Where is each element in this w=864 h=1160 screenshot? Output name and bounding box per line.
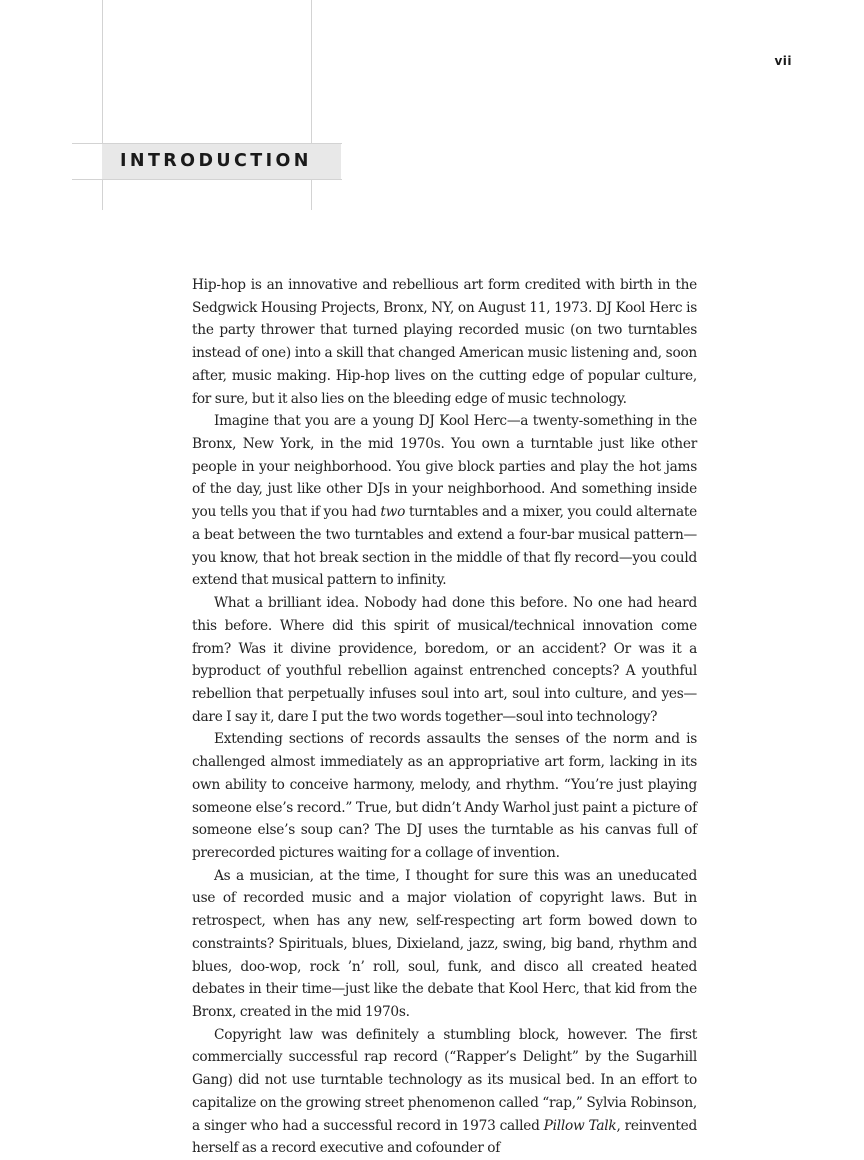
paragraph bbox=[192, 1024, 697, 1160]
heading-rule-top bbox=[72, 143, 342, 144]
body-text bbox=[192, 274, 697, 1160]
text-run: Extending sections of records assaults the senses of the norm and is challenged almost immediately as an appropriative art form, lacking in its own ability to conceive harmony, melody, and rhythm. “You’re just playing someone else’s record.” True, but didn’t Andy Warhol just paint a picture of someone else’s soup can? The DJ uses the turntable as his canvas full of prerecorded pictures waiting for a collage of invention. bbox=[192, 731, 697, 861]
chapter-title: INTRODUCTION bbox=[120, 151, 312, 171]
page-number: vii bbox=[774, 54, 792, 68]
paragraph bbox=[192, 728, 697, 864]
italic-text-run: two bbox=[380, 504, 406, 521]
text-run: Hip-hop is an innovative and rebellious art form credited with birth in the Sedgwick Housing Projects, Bronx, NY, on August 11, 1973. DJ Kool Herc is the party thrower that turned playing recorded music (on two turntables instead of one) into a skill that changed American music listening and, soon after, music making. Hip-hop lives on the cutting edge of popular culture, for sure, but it also lies on the bleeding edge of music technology. bbox=[192, 277, 697, 407]
text-run: , reinvented herself as a record executive and cofounder of bbox=[192, 1117, 697, 1157]
italic-text-run: Pillow Talk bbox=[543, 1117, 617, 1134]
text-run: Copyright law was definitely a stumbling block, however. The first commercially successful rap record (“Rapper’s Delight” by the Sugarhill Gang) did not use turntable technology as its musical bed. In an effort to capitalize on the growing street phenomenon called “rap,” Sylvia Robinson, a singer who had a successful record in 1973 called bbox=[192, 1026, 697, 1134]
heading-rule-bottom bbox=[72, 179, 342, 180]
paragraph bbox=[192, 865, 697, 1024]
text-run: Imagine that you are a young DJ Kool Herc—a twenty-something in the Bronx, New York, in the mid 1970s. You own a turntable just like other people in your neighborhood. You give block parties and play the hot jams of the day, just like other DJs in your neighborhood. And something inside you tells you that if you had bbox=[192, 413, 697, 521]
text-run: What a brilliant idea. Nobody had done this before. No one had heard this before. Where did this spirit of musical/technical innovation come from? Was it divine providence, boredom, or an accident? Or was it a byproduct of youthful rebellion against entrenched concepts? A youthful rebellion that perpetually infuses soul into art, soul into culture, and yes—dare I say it, dare I put the two words together—soul into technology? bbox=[192, 595, 697, 725]
paragraph bbox=[192, 410, 697, 592]
paragraph bbox=[192, 592, 697, 728]
paragraph bbox=[192, 274, 697, 410]
text-run: turntables and a mixer, you could alternate a beat between the two turntables and extend a four-bar musical pattern—you know, that hot break section in the middle of that fly record—you could extend that musical pattern to infinity. bbox=[192, 504, 697, 589]
text-run: As a musician, at the time, I thought for sure this was an uneducated use of recorded music and a major violation of copyright laws. But in retrospect, when has any new, self-respecting art form bowed down to constraints? Spirituals, blues, Dixieland, jazz, swing, big band, rhythm and blues, doo-wop, rock ’n’ roll, soul, funk, and disco all created heated debates in their time—just like the debate that Kool Herc, that kid from the Bronx, created in the mid 1970s. bbox=[192, 867, 697, 1020]
